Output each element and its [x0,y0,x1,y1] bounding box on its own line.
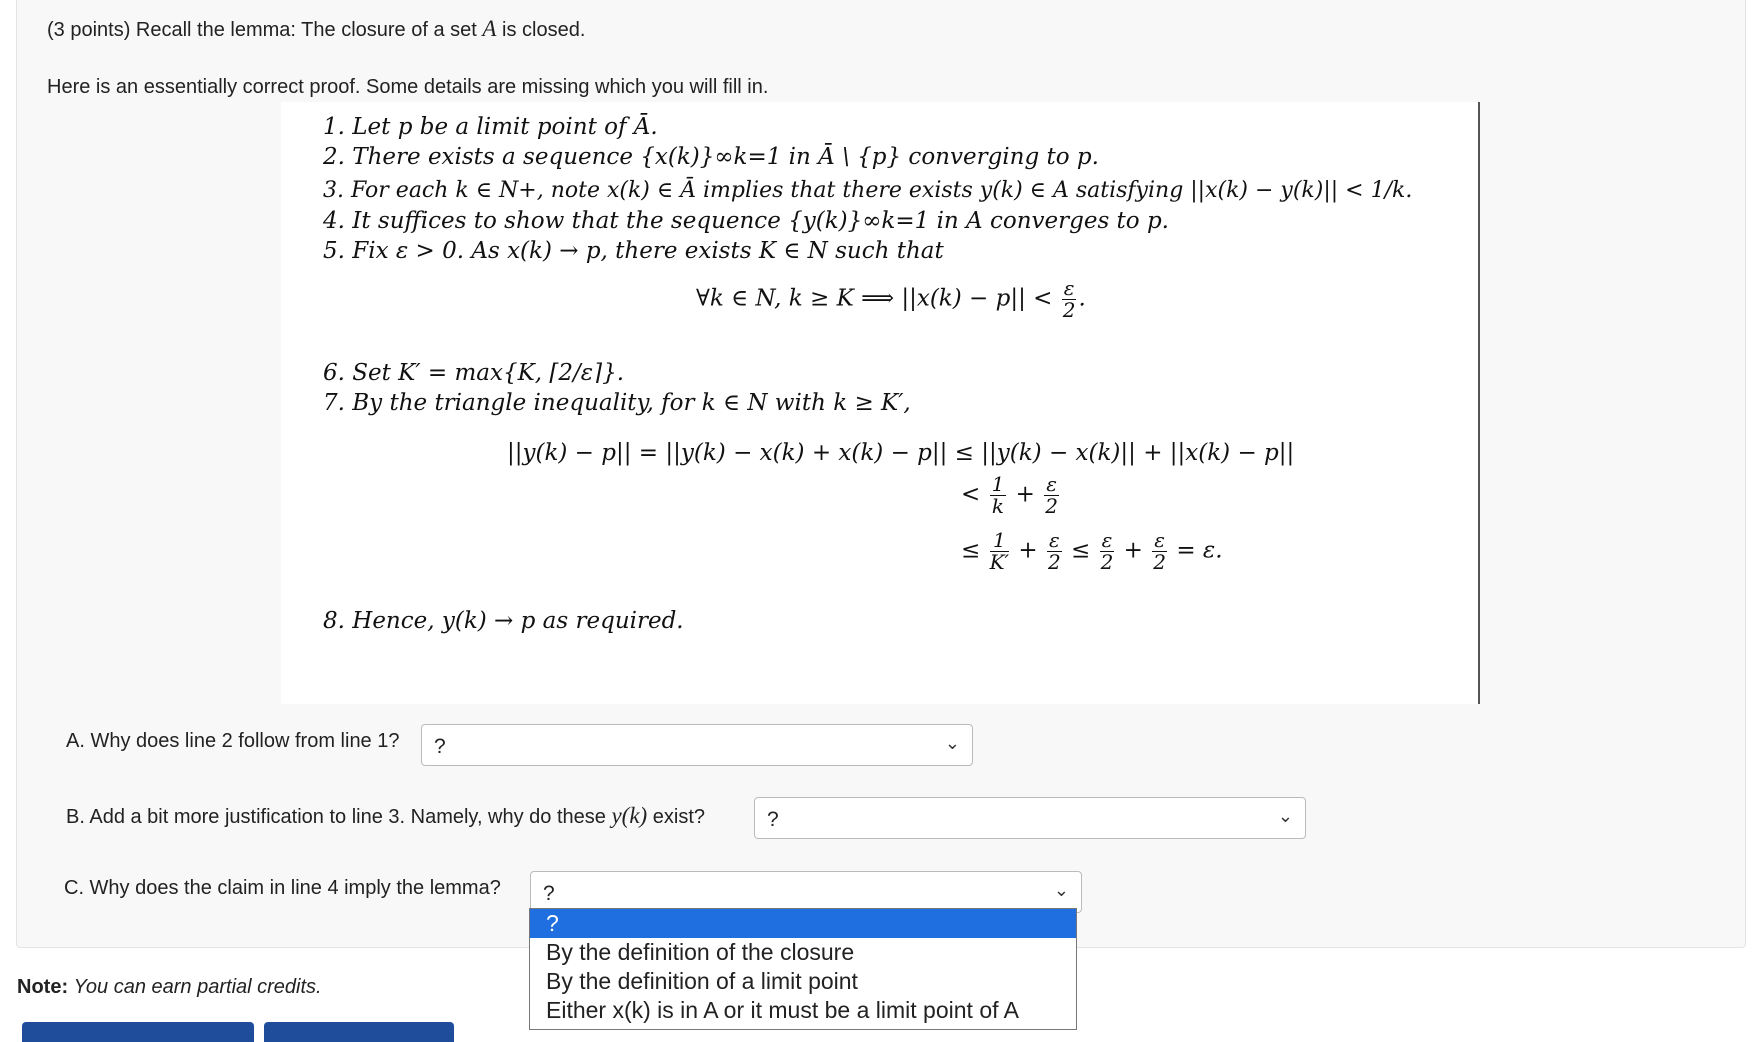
question-b-label: B. Add a bit more justification to line 3. Namely, why do these y(k) exist? [66,803,706,828]
secondary-button[interactable] [264,1022,454,1042]
chevron-down-icon: ⌄ [1053,880,1069,900]
proof-line-6: 6. Set K′ = max{K, ⌈2/ε⌉}. [323,360,625,386]
equation-2-step-2: < $\frac{1}{k}$ + $\frac{\varepsilon}{2}$ [961,472,1058,518]
proof-image [281,102,1480,704]
proof-line-5: 5. Fix ε > 0. As x(k) → p, there exists K ∈ N such that [323,238,944,264]
question-c-select[interactable]: ? ⌄ [530,871,1082,913]
equation-1: ∀k ∈ N, k ≥ K ⟹ ||x(k) − p|| < $\frac{\varepsilon}{2}$ . [696,276,1086,322]
question-b-select[interactable]: ? ⌄ [754,797,1306,839]
dropdown-option[interactable]: By the definition of a limit point [546,968,858,994]
dropdown-option[interactable]: ? [530,909,1076,938]
question-a-label: A. Why does line 2 follow from line 1? [66,730,400,752]
submit-button[interactable] [22,1022,254,1042]
proof-intro: Here is an essentially correct proof. Some details are missing which you will fill in. [47,76,769,98]
proof-line-3: 3. For each k ∈ N+, note x(k) ∈ Ā implies that there exists y(k) ∈ A satisfying ||x(k) − y(k)|| < 1/k. [323,178,1413,203]
proof-line-7: 7. By the triangle inequality, for k ∈ N with k ≥ K′, [323,390,911,416]
proof-line-8: 8. Hence, y(k) → p as required. [323,608,684,634]
chevron-down-icon: ⌄ [944,733,960,753]
dropdown-option[interactable]: By the definition of the closure [546,939,855,965]
dropdown-option[interactable]: Either x(k) is in A or it must be a limit point of A [546,997,1019,1023]
question-c-label: C. Why does the claim in line 4 imply the lemma? [64,877,501,899]
note: Note: You can earn partial credits. [17,976,322,998]
chevron-down-icon: ⌄ [1277,806,1293,826]
question-a-select[interactable]: ? ⌄ [421,724,973,766]
proof-line-4: 4. It suffices to show that the sequence {y(k)}∞k=1 in A converges to p. [323,208,1169,234]
proof-line-1: 1. Let p be a limit point of Ā. [323,114,658,140]
fraction-eps-over-2: $\frac{\varepsilon}{2}$ [1062,276,1076,322]
question-c-dropdown-list[interactable] [529,908,1077,1030]
equation-2: ||y(k) − p|| = ||y(k) − x(k) + x(k) − p|| ≤ ||y(k) − x(k)|| + ||x(k) − p|| [507,440,1295,466]
lemma-statement: (3 points) Recall the lemma: The closure of a set A is closed. [47,16,586,41]
proof-line-2: 2. There exists a sequence {x(k)}∞k=1 in Ā \ {p} converging to p. [323,144,1099,170]
equation-2-step-3: ≤ $\frac{1}{K'}$ + $\frac{\varepsilon}{2}$ ≤ $\frac{\varepsilon}{2}$ + $\frac{\varepsilon}{2}$ = ε. [961,528,1223,574]
